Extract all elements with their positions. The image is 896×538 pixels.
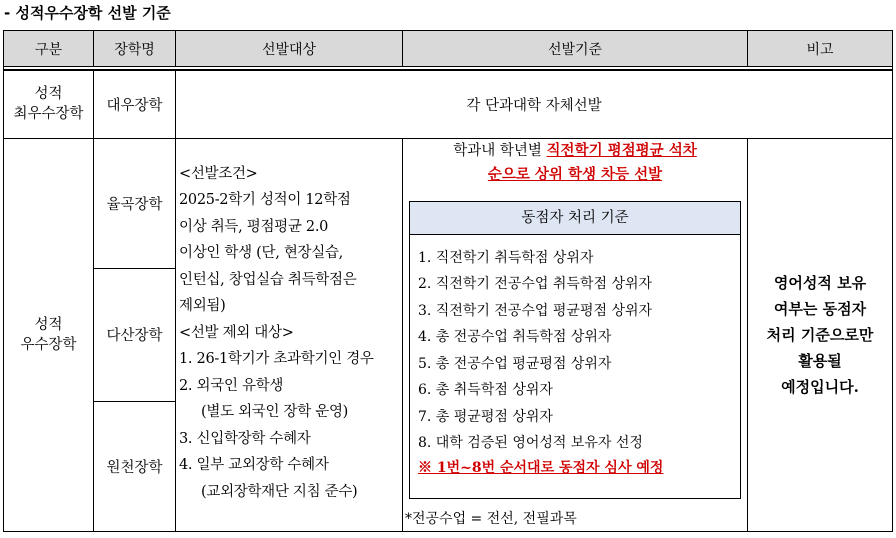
condition-line: <선발 제외 대상> [179,324,294,341]
table-row-top-honors [4,70,893,138]
condition-line: 3. 신입학장학 수혜자 [179,430,311,447]
condition-line: 이상인 학생 (단, 현장실습, [179,245,343,261]
criteria-emphasis-1: 직전학기 평점평균 석차 [546,141,697,159]
header-criteria: 선발기준 [403,31,748,67]
tiebreak-title: 동점자 처리 기준 [410,202,740,235]
table-row-yulgok [4,138,893,268]
selection-criteria [403,138,748,531]
list-item: 8. 대학 검증된 영어성적 보유자 선정 [418,435,643,451]
page-title: - 성적우수장학 선발 기준 [4,4,171,22]
condition-line: (교외장학재단 지침 준수) [201,483,358,500]
criteria-heading [403,139,747,187]
list-item: 7. 총 평균평점 상위자 [418,408,553,425]
condition-line: 인턴십, 창업실습 취득학점은 [179,271,357,288]
header-scholarship-name: 장학명 [94,31,176,67]
criteria-emphasis-2: 순으로 상위 학생 차등 선발 [487,165,663,183]
scholarship-daewoo: 대우장학 [94,70,176,138]
condition-line: <선발조건> [179,165,258,182]
list-item: 4. 총 전공수업 취득학점 상위자 [418,329,612,345]
condition-line: (별도 외국인 장학 운영) [201,404,349,420]
list-item: 5. 총 전공수업 평균평점 상위자 [418,355,612,372]
scholarship-woncheon: 원천장학 [94,401,176,531]
list-item: 6. 총 취득학점 상위자 [418,382,553,398]
criteria-prefix: 학과내 학년별 [453,142,542,159]
condition-line: 4. 일부 교외장학 수혜자 [179,457,329,473]
condition-line: 제외됨) [179,298,226,314]
footnote: *전공수업 = 전선, 전필과목 [405,510,577,527]
scholarship-yulgok: 율곡장학 [94,138,176,268]
tiebreak-box [409,201,741,499]
header-target: 선발대상 [176,31,403,67]
category-honors: 성적 우수장학 [4,138,94,531]
tiebreak-list [410,235,740,457]
list-item: 3. 직전학기 전공수업 평균평점 상위자 [418,302,653,319]
category-top-honors: 성적 최우수장학 [4,70,94,138]
header-remark: 비고 [748,31,893,67]
description-top-honors: 각 단과대학 자체선발 [176,70,893,138]
condition-line: 1. 26-1학기가 초과학기인 경우 [179,351,374,367]
scholarship-criteria-table [3,30,893,532]
remark-english-score: 영어성적 보유 여부는 동점자 처리 기준으로만 활용될 예정입니다. [748,138,893,531]
table-header-row [4,31,893,67]
tiebreak-note: ※ 1번~8번 순서대로 동점자 심사 예정 [418,459,664,476]
condition-line: 이상 취득, 평점평균 2.0 [179,218,329,235]
list-item: 2. 직전학기 전공수업 취득학점 상위자 [418,276,653,292]
condition-line: 2. 외국인 유학생 [179,377,284,394]
header-category: 구분 [4,31,94,67]
list-item: 1. 직전학기 취득학점 상위자 [418,249,594,266]
selection-conditions [176,138,403,531]
scholarship-dasan: 다산장학 [94,268,176,401]
condition-line: 2025-2학기 성적이 12학점 [179,192,351,208]
